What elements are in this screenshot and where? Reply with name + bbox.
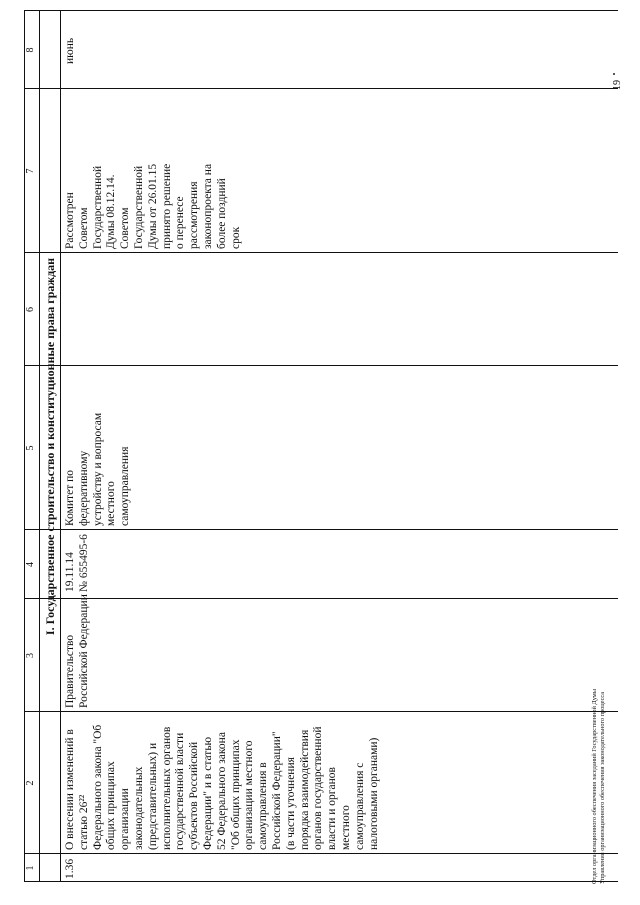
- footer-department-text: [591, 689, 607, 884]
- column-number: 3: [25, 653, 36, 658]
- page-number: 19: [612, 80, 623, 90]
- row-number: 1.36: [64, 858, 76, 879]
- planned-month: июнь: [64, 37, 76, 64]
- col-divider: [24, 598, 618, 599]
- responsible-committee: Комитет по федеративному устройству и вопросам местного самоуправления: [64, 412, 132, 526]
- col-divider: [24, 853, 618, 854]
- footer-line-1: Отдел организационного обеспечения заседаний Государственной Думы: [591, 689, 598, 884]
- column-number: 7: [25, 168, 36, 174]
- registration-date-number: 19.11.14 № 655495-6: [64, 534, 90, 592]
- bill-initiator: Правительство Российской Федерации: [64, 594, 90, 708]
- header-separator: [39, 11, 40, 882]
- col-divider: [24, 252, 618, 253]
- consideration-status: Рассмотрен Советом Государственной Думы 08.12.14. Советом Государственной Думы от 26.01.15 принято решение о перенесе рассмотрения законопроекта на более поздний срок: [64, 163, 242, 249]
- section-title: I. Государственное строительство и конституционные права граждан: [43, 257, 57, 636]
- column-number: 5: [25, 445, 36, 451]
- column-number: 2: [25, 780, 36, 786]
- col-divider: [24, 711, 618, 712]
- col-divider: [24, 529, 618, 530]
- col-divider: [24, 88, 618, 89]
- section-separator: [60, 11, 61, 882]
- column-number: 4: [25, 562, 36, 567]
- rotated-table-page: [24, 11, 618, 882]
- table-left-border: [24, 881, 618, 882]
- table-right-border: [24, 10, 618, 11]
- column-number: 1: [25, 865, 36, 871]
- column-number: 6: [25, 307, 36, 312]
- column-number: 8: [25, 47, 36, 53]
- col-divider: [24, 365, 618, 366]
- bill-title: О внесении изменений в статью 26²² Федерального закона "Об общих принципах организации законодательных (представительных) и исполнительных органов государственной власти субъектов Российской Федерации" и в статью 52 Федерального закона "Об общих принципах организации местного самоуправления в Российской Федерации" (в части уточнения порядка взаимодействия органов государственной власти и органов местного самоуправления с налоговыми органами): [64, 724, 380, 850]
- footer-line-2: Управления организационного обеспечения законодательного процесса: [599, 691, 606, 884]
- scan-dot: [613, 73, 615, 75]
